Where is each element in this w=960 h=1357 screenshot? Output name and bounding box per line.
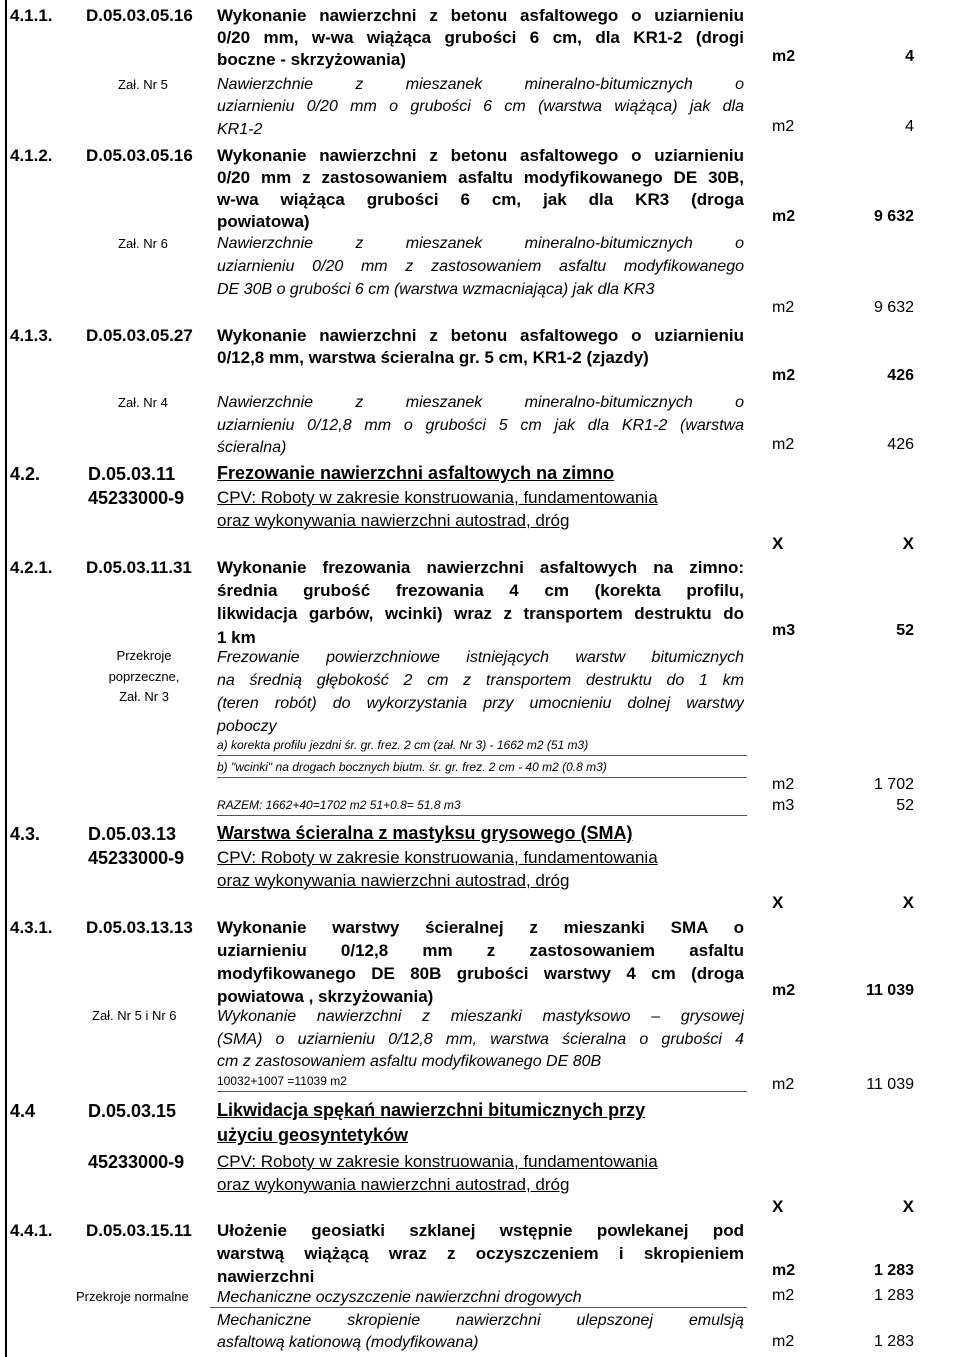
item-unit: X <box>772 1197 784 1216</box>
section-code: D.05.03.13 <box>88 824 177 844</box>
cpv-description-line: CPV: Roboty w zakresie konstruowania, fundamentowania <box>217 488 658 507</box>
item-number: 4.1.3. <box>10 326 53 345</box>
item-quantity: 426 <box>887 436 914 453</box>
calculation-line: 10032+1007 =11039 m2 <box>217 1074 347 1088</box>
item-desc-line: asfaltową kationową (modyfikowana) <box>217 1334 479 1351</box>
item-desc-line: na średnią głębokość 2 cm z transportem destruktu do 1 km <box>217 672 744 689</box>
item-desc-line: Nawierzchnie z mieszanek mineralno-bitumicznych o <box>217 394 744 411</box>
item-unit: m2 <box>772 208 796 225</box>
cpv-description-line: oraz wykonywania nawierzchni autostrad, dróg <box>217 1175 570 1194</box>
item-code: D.05.03.15.11 <box>86 1221 192 1240</box>
item-desc-line: likwidacja garbów, wcinki) wraz z transportem destruktu do <box>217 604 744 623</box>
item-desc-line: Nawierzchnie z mieszanek mineralno-bitumicznych o <box>217 76 744 93</box>
item-quantity: 9 632 <box>873 208 914 225</box>
item-quantity: 1 702 <box>873 776 914 793</box>
item-desc-line: Nawierzchnie z mieszanek mineralno-bitumicznych o <box>217 235 744 252</box>
item-desc-line: Mechaniczne oczyszczenie nawierzchni drogowych <box>217 1289 582 1306</box>
item-number: 4.4.1. <box>10 1221 53 1240</box>
item-reference: Zał. Nr 6 <box>118 236 168 251</box>
item-desc-line: uziarnieniu 0/20 mm z zastosowaniem asfaltu modyfikowanego <box>217 258 744 275</box>
item-reference-line: Przekroje <box>116 648 172 663</box>
item-unit: m2 <box>772 118 795 135</box>
item-reference: Zał. Nr 5 <box>118 77 168 92</box>
item-quantity: 11 039 <box>866 1076 914 1093</box>
item-desc-line: poboczy <box>217 718 277 735</box>
item-quantity: 4 <box>905 48 914 65</box>
item-code: D.05.03.11.31 <box>86 558 192 577</box>
cpv-code: 45233000-9 <box>88 848 185 868</box>
item-reference: Zał. Nr 4 <box>118 395 168 410</box>
item-quantity: 11 039 <box>865 982 914 999</box>
item-number: 4.1.1. <box>10 6 53 25</box>
section-number: 4.2. <box>10 464 41 484</box>
section-heading: użyciu geosyntetyków <box>217 1125 409 1145</box>
item-quantity: 1 283 <box>873 1262 914 1279</box>
cpv-description-line: oraz wykonywania nawierzchni autostrad, dróg <box>217 871 570 890</box>
item-desc-line: KR1-2 <box>217 121 263 138</box>
item-desc-line: boczne - skrzyżowania) <box>217 50 406 69</box>
item-desc-line: Wykonanie nawierzchni z mieszanki mastyksowo – grysowej <box>217 1008 744 1025</box>
item-code: D.05.03.05.16 <box>86 146 193 165</box>
calculation-underline <box>217 815 747 816</box>
item-desc-line: Ułożenie geosiatki szklanej wstępnie powlekanej pod <box>217 1221 744 1240</box>
item-desc-line: 0/20 mm, w-wa wiążąca grubości 6 cm, dla KR1-2 (drogi <box>217 28 744 47</box>
cpv-description-line: oraz wykonywania nawierzchni autostrad, dróg <box>217 511 570 530</box>
item-desc-line: uziarnieniu 0/12,8 mm z zastosowaniem asfaltu <box>217 941 744 960</box>
item-desc-line: DE 30B o grubości 6 cm (warstwa wzmacniająca) jak dla KR3 <box>217 281 655 298</box>
item-desc-line: uziarnieniu 0/12,8 mm o grubości 5 cm jak dla KR1-2 (warstwa <box>217 417 744 434</box>
item-unit: m2 <box>772 436 795 453</box>
item-unit: X <box>772 534 784 553</box>
item-quantity: X <box>902 534 914 553</box>
left-border-line <box>5 0 7 1357</box>
item-desc-line: w-wa wiążąca grubości 6 cm, jak dla KR3 (droga <box>217 190 744 209</box>
item-number: 4.2.1. <box>10 558 53 577</box>
item-unit: X <box>772 893 784 912</box>
item-desc-line: (teren robót) do wykorzystania przy umocnieniu dolnej warstwy <box>217 695 744 712</box>
item-desc-line: Frezowanie powierzchniowe istniejących warstw bitumicznych <box>217 649 744 666</box>
item-unit: m2 <box>772 1262 796 1279</box>
cpv-description-line: CPV: Roboty w zakresie konstruowania, fundamentowania <box>217 1152 658 1171</box>
item-desc-line: uziarnieniu 0/20 mm o grubości 6 cm (warstwa wiążąca) jak dla <box>217 98 744 115</box>
item-quantity: X <box>902 1197 914 1216</box>
calculation-line: a) korekta profilu jezdni śr. gr. frez. 2 cm (zał. Nr 3) - 1662 m2 (51 m3) <box>217 738 589 752</box>
item-quantity: 1 283 <box>873 1333 914 1350</box>
item-desc-line: powiatowa , skrzyżowania) <box>217 987 434 1006</box>
section-code: D.05.03.15 <box>88 1101 177 1121</box>
item-desc-line: Wykonanie warstwy ścieralnej z mieszanki SMA o <box>217 918 744 937</box>
item-unit: m3 <box>772 797 795 814</box>
cpv-code: 45233000-9 <box>88 1152 185 1172</box>
item-unit: m2 <box>772 1333 795 1350</box>
item-desc-line: powiatowa) <box>217 212 310 231</box>
item-reference: Przekroje normalne <box>76 1289 189 1304</box>
item-quantity: 52 <box>896 622 914 639</box>
item-code: D.05.03.05.27 <box>86 326 193 345</box>
item-desc-line: Wykonanie nawierzchni z betonu asfaltowego o uziarnieniu <box>217 146 744 165</box>
calculation-line: b) "wcinki" na drogach bocznych biutm. śr. gr. frez. 2 cm - 40 m2 (0.8 m3) <box>217 760 607 774</box>
item-desc-line: Wykonanie nawierzchni z betonu asfaltowego o uziarnieniu <box>217 326 744 345</box>
item-unit: m2 <box>772 367 796 384</box>
calculation-underline <box>217 1091 747 1092</box>
cpv-code: 45233000-9 <box>88 488 185 508</box>
item-desc-line: 0/20 mm z zastosowaniem asfaltu modyfikowanego DE 30B, <box>217 168 744 187</box>
calculation-underline <box>217 777 747 778</box>
item-unit: m2 <box>772 48 796 65</box>
item-unit: m2 <box>772 776 795 793</box>
row-underline <box>210 1307 747 1308</box>
item-desc-line: 0/12,8 mm, warstwa ścieralna gr. 5 cm, KR1-2 (zjazdy) <box>217 348 649 367</box>
item-desc-line: warstwą wiążącą wraz z oczyszczeniem i skropieniem <box>217 1244 744 1263</box>
item-reference-line: Zał. Nr 3 <box>119 689 169 704</box>
calculation-total: RAZEM: 1662+40=1702 m2 51+0.8= 51.8 m3 <box>217 798 461 812</box>
item-quantity: 52 <box>896 797 914 814</box>
item-code: D.05.03.05.16 <box>86 6 193 25</box>
item-unit: m2 <box>772 1287 795 1304</box>
item-quantity: X <box>902 893 914 912</box>
item-desc-line: modyfikowanego DE 80B grubości warstwy 4 cm (droga <box>217 964 744 983</box>
section-number: 4.4 <box>10 1101 36 1121</box>
section-heading: Frezowanie nawierzchni asfaltowych na zimno <box>217 463 615 483</box>
item-desc-line: Mechaniczne skropienie nawierzchni ulepszonej emulsją <box>217 1312 744 1329</box>
item-reference-line: poprzeczne, <box>108 669 180 684</box>
item-desc-line: średnia grubość frezowania 4 cm (korekta profilu, <box>217 581 744 600</box>
item-number: 4.3.1. <box>10 918 53 937</box>
item-desc-line: nawierzchni <box>217 1267 315 1286</box>
item-number: 4.1.2. <box>10 146 53 165</box>
section-heading: Warstwa ścieralna z mastyksu grysowego (SMA) <box>217 823 633 843</box>
item-unit: m2 <box>772 299 795 316</box>
item-desc-line: Wykonanie frezowania nawierzchni asfaltowych na zimno: <box>217 558 744 577</box>
item-quantity: 4 <box>905 118 914 135</box>
item-reference: Zał. Nr 5 i Nr 6 <box>92 1008 177 1023</box>
item-unit: m3 <box>772 622 796 639</box>
item-code: D.05.03.13.13 <box>86 918 193 937</box>
item-desc-line: 1 km <box>217 628 256 647</box>
item-desc-line: cm z zastosowaniem asfaltu modyfikowanego DE 80B <box>217 1053 602 1070</box>
item-quantity: 1 283 <box>873 1287 914 1304</box>
item-quantity: 426 <box>887 367 914 384</box>
item-desc-line: ścieralna) <box>217 439 287 456</box>
section-number: 4.3. <box>10 824 41 844</box>
cpv-description-line: CPV: Roboty w zakresie konstruowania, fundamentowania <box>217 848 658 867</box>
item-desc-line: Wykonanie nawierzchni z betonu asfaltowego o uziarnieniu <box>217 6 744 25</box>
item-unit: m2 <box>772 982 796 999</box>
item-quantity: 9 632 <box>873 299 914 316</box>
section-heading: Likwidacja spękań nawierzchni bitumicznych przy <box>217 1100 646 1120</box>
section-code: D.05.03.11 <box>88 464 176 484</box>
calculation-underline <box>217 755 747 756</box>
item-unit: m2 <box>772 1076 795 1093</box>
item-desc-line: (SMA) o uziarnieniu 0/12,8 mm, warstwa ścieralna o grubości 4 <box>217 1031 744 1048</box>
